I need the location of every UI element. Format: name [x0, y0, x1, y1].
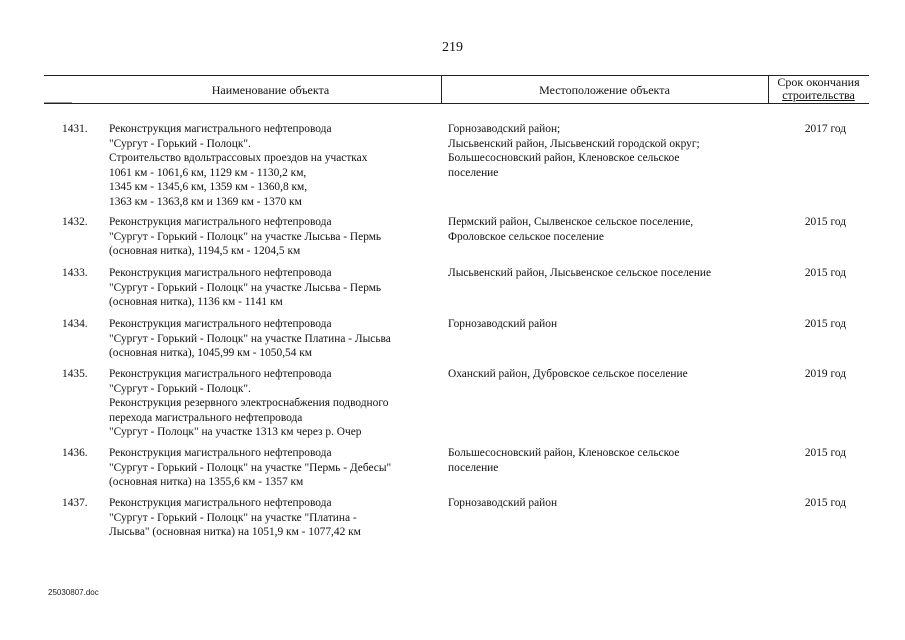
header-deadline-line1: Срок окончания: [777, 75, 860, 89]
row-object-location: Пермский район, Сылвенское сельское поселение, Фроловское сельское поселение: [448, 216, 694, 243]
row-number: 1437.: [62, 497, 88, 509]
row-number: 1434.: [62, 318, 88, 330]
row-object-location: Горнозаводский район: [448, 497, 558, 509]
footer-doc-code: 25030807.doc: [48, 588, 99, 597]
row-object-location: Лысьвенский район, Лысьвенское сельское поселение: [448, 267, 712, 279]
header-deadline-line2: строительства: [782, 88, 855, 102]
row-object-name: Реконструкция магистрального нефтепровода "Сургут - Горький - Полоцк" на участке Лысьва - Пермь (основная нитка), 1136 км - 1141 км: [109, 267, 382, 308]
row-number: 1435.: [62, 368, 88, 380]
row-object-location: Оханский район, Дубровское сельское поселение: [448, 368, 688, 380]
row-object-name: Реконструкция магистрального нефтепровода "Сургут - Горький - Полоцк" на участке "Платина - Лысьва" (основная нитка) на 1051,9 км - 1077,42 км: [109, 497, 361, 538]
row-number: 1433.: [62, 267, 88, 279]
row-object-location: Горнозаводский район: [448, 318, 558, 330]
row-deadline: 2019 год: [804, 368, 846, 380]
row-deadline: 2015 год: [804, 318, 846, 330]
row-number: 1431.: [62, 123, 88, 135]
row-object-name: Реконструкция магистрального нефтепровода "Сургут - Горький - Полоцк". Строительство вдольтрассовых проездов на участках 1061 км - 1061,6 км, 1129 км - 1130,2 км, 1345 км - 1345,6 км, 1359 км - 1360,8 км, 1363 км - 1363,8 км и 1369 км - 1370 км: [109, 123, 368, 208]
row-number: 1432.: [62, 216, 88, 228]
header-object-name: Наименование объекта: [211, 83, 330, 97]
row-deadline: 2015 год: [804, 216, 846, 228]
row-number: 1436.: [62, 447, 88, 459]
row-deadline: 2015 год: [804, 497, 846, 509]
row-object-name: Реконструкция магистрального нефтепровода "Сургут - Горький - Полоцк" на участке "Пермь - Дебесы" (основная нитка) на 1355,6 км - 1357 км: [109, 447, 392, 488]
row-object-name: Реконструкция магистрального нефтепровода "Сургут - Горький - Полоцк" на участке Лысьва - Пермь (основная нитка), 1194,5 км - 1204,5 км: [109, 216, 382, 257]
row-object-location: Горнозаводский район; Лысьвенский район, Лысьвенский городской округ; Большесосновский район, Кленовское сельское поселение: [448, 123, 700, 179]
row-deadline: 2015 год: [804, 267, 846, 279]
row-object-location: Большесосновский район, Кленовское сельское поселение: [448, 447, 680, 474]
page-number: 219: [442, 40, 463, 55]
row-object-name: Реконструкция магистрального нефтепровода "Сургут - Горький - Полоцк" на участке Платина - Лысьва (основная нитка), 1045,99 км - 1050,54 км: [109, 318, 391, 359]
row-object-name: Реконструкция магистрального нефтепровода "Сургут - Горький - Полоцк". Реконструкция резервного электроснабжения подводного перехода магистрального нефтепровода "Сургут - Полоцк" на участке 1313 км через р. Очер: [109, 368, 389, 438]
row-deadline: 2017 год: [804, 123, 846, 135]
row-deadline: 2015 год: [804, 447, 846, 459]
header-object-location: Местоположение объекта: [539, 83, 670, 97]
